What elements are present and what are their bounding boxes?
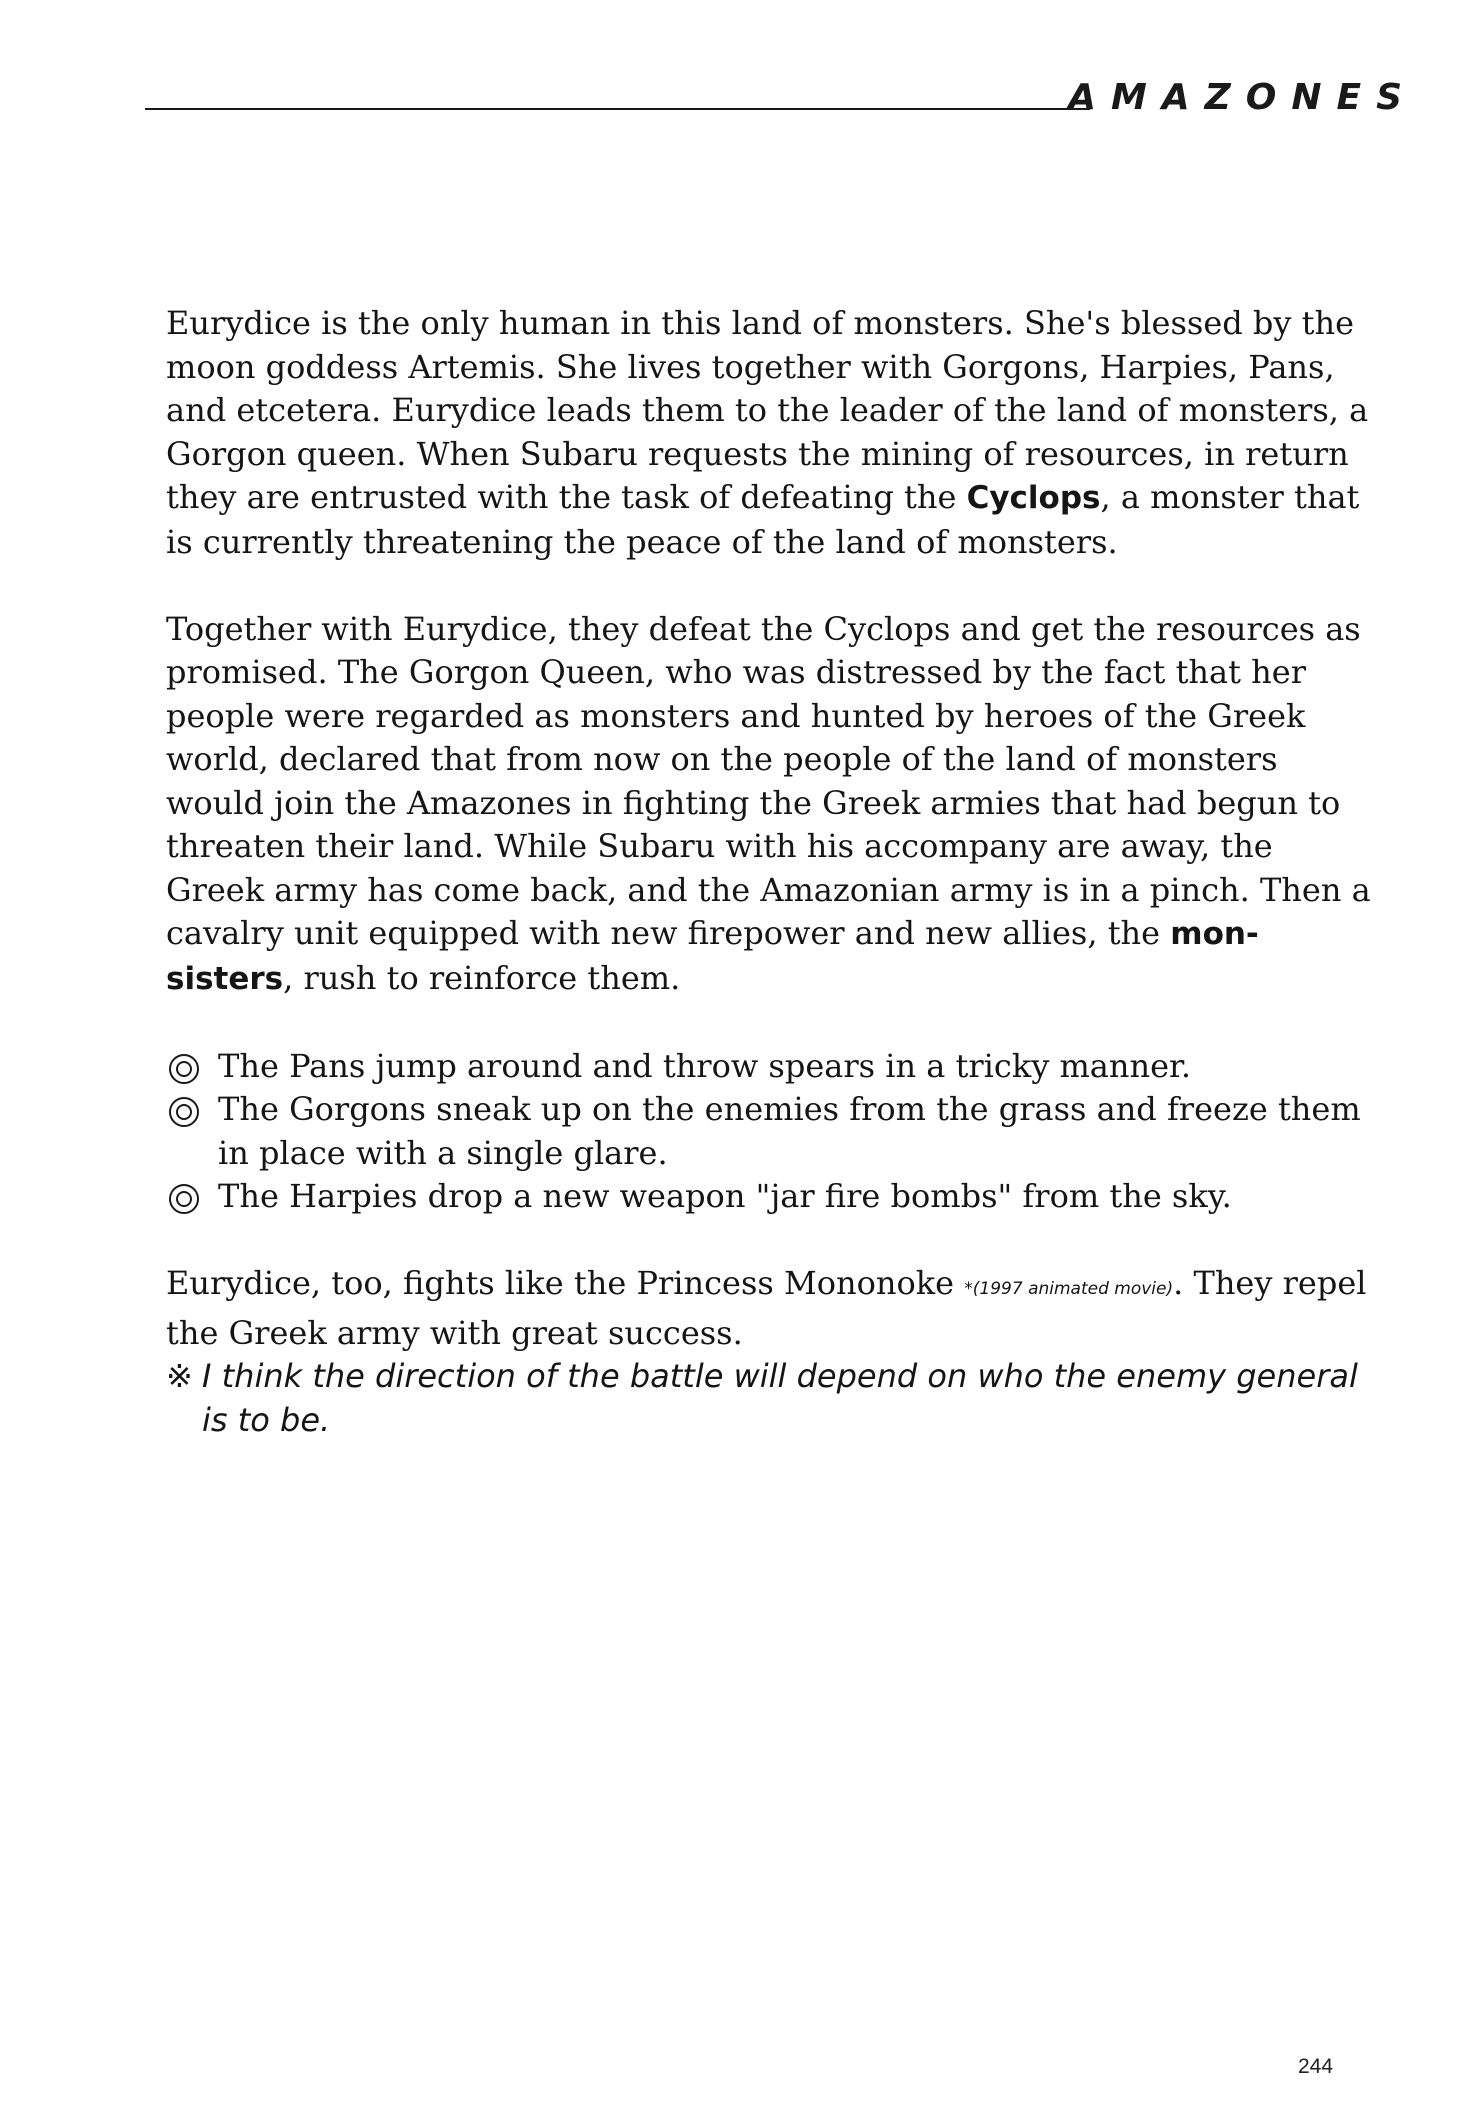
list-item	[166, 1175, 1376, 1219]
term-mon-sisters: mon-sisters	[166, 916, 1259, 997]
paragraph-1	[166, 302, 1376, 564]
double-circle-bullet-icon	[169, 1097, 199, 1127]
paragraph-1-text-start: Eurydice is the only human in this land of monsters. She's blessed by the moon goddess Artemis. She lives together with Gorgons, Harpies, Pans, and etcetera. Eurydice leads them to the leader of the land of monsters, a Gorgon queen. When Subaru requests the mining of resources, in return they are entrusted with the task of defeating the	[166, 304, 1369, 516]
list-item	[166, 1088, 1376, 1175]
reference-mark-icon: ※	[166, 1357, 193, 1395]
paragraph-2-text-end: , rush to reinforce them.	[283, 958, 681, 997]
list-item	[166, 1045, 1376, 1089]
double-circle-bullet-icon	[169, 1054, 199, 1084]
term-cyclops: Cyclops	[966, 480, 1101, 516]
paragraph-2	[166, 608, 1376, 1002]
body-text	[166, 302, 1376, 1442]
bullet-text: The Gorgons sneak up on the enemies from the grass and freeze them in place with a single glare.	[218, 1090, 1361, 1172]
bullet-text: The Pans jump around and throw spears in a tricky manner.	[218, 1046, 1191, 1085]
header-title: AMAZONES	[1068, 77, 1417, 118]
paragraph-3-text-start: Eurydice, too, fights like the Princess Mononoke	[166, 1264, 965, 1302]
author-note-text: I think the direction of the battle will depend on who the enemy general is to be.	[202, 1357, 1358, 1439]
header-rule	[145, 108, 1090, 110]
paragraph-3-text-end: . They repel the Greek army with great success.	[166, 1264, 1367, 1352]
page-header	[145, 78, 1417, 118]
bullet-list	[166, 1045, 1376, 1219]
paragraph-3	[166, 1262, 1376, 1355]
movie-annotation: *(1997 animated movie)	[964, 1279, 1174, 1299]
paragraph-1-text-end: , a monster that is currently threatening the peace of the land of monsters.	[166, 478, 1360, 561]
author-note	[166, 1355, 1376, 1442]
page-number: 244	[1298, 2055, 1334, 2078]
double-circle-bullet-icon	[169, 1184, 199, 1214]
bullet-text: The Harpies drop a new weapon "jar fire bombs" from the sky.	[218, 1177, 1232, 1215]
paragraph-2-text-start: Together with Eurydice, they defeat the Cyclops and get the resources as promised. The Gorgon Queen, who was distressed by the fact that her people were regarded as monsters and hunted by heroes of the Greek world, declared that from now on the people of the land of monsters would join the Amazones in fighting the Greek armies that had begun to threaten their land. While Subaru with his accompany are away, the Greek army has come back, and the Amazonian army is in a pinch. Then a cavalry unit equipped with new firepower and new allies, the	[166, 609, 1371, 952]
